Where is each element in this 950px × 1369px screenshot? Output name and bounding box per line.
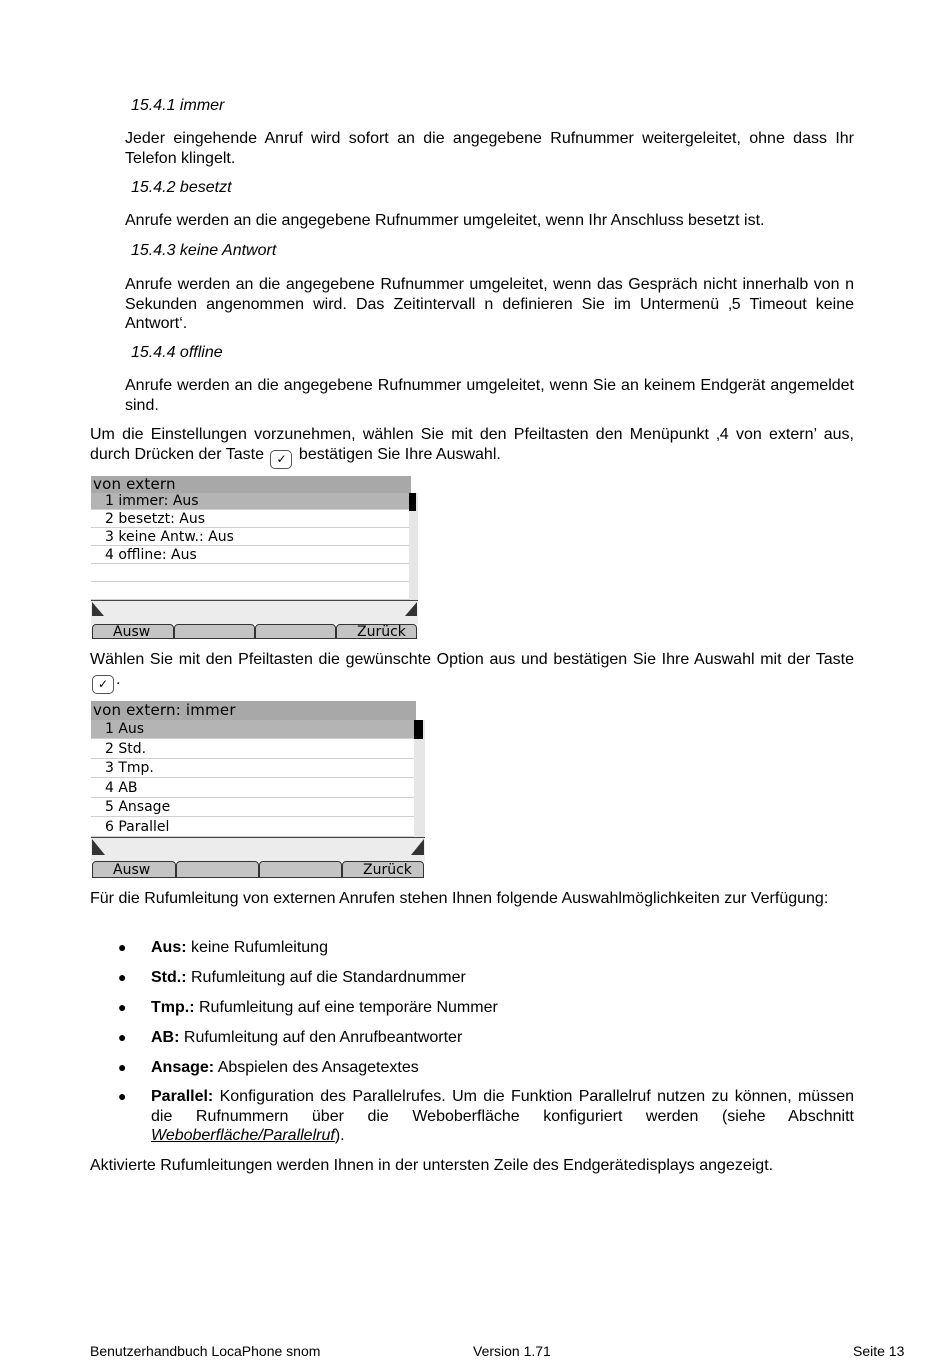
option-desc: keine Rufumleitung (186, 939, 328, 956)
option-term: Tmp.: (151, 999, 195, 1016)
section-text-keine-antwort: Anrufe werden an die angegebene Rufnummer umgeleitet, wenn das Gespräch nicht innerhalb von n Sekunden angenommen wird. Das Zeitintervall n definieren Sie im Untermenü ‚5 Timeout keine Antwort‘. (125, 276, 854, 332)
option-term: Ansage: (151, 1059, 215, 1076)
option-desc: Abspielen des Ansagetextes (214, 1059, 419, 1076)
softkey-blank[interactable] (176, 861, 259, 878)
softkey-ausw[interactable]: Ausw (92, 624, 174, 639)
bullet-icon: ● (118, 939, 127, 955)
list-item (118, 998, 854, 1018)
softkey-blank[interactable] (255, 624, 336, 639)
right-corner-arrow-icon (411, 839, 424, 855)
display-menu-item[interactable]: 1 Aus (91, 720, 414, 739)
option-desc: Rufumleitung auf die Standardnummer (186, 969, 466, 986)
section-heading-keine-antwort: 15.4.3 keine Antwort (131, 242, 277, 259)
options-intro: Für die Rufumleitung von externen Anrufen stehen Ihnen folgende Auswahlmöglichkeiten zur Verfügung: (90, 890, 829, 907)
display-empty-row (91, 583, 409, 600)
softkey-blank[interactable] (259, 861, 342, 878)
list-item (118, 968, 854, 988)
display-menu-item[interactable]: 3 keine Antw.: Aus (91, 529, 409, 546)
section-link[interactable]: Weboberfläche/Parallelruf (151, 1127, 335, 1144)
right-corner-arrow-icon (405, 602, 417, 616)
option-term: Parallel: (151, 1088, 214, 1105)
display-menu-item[interactable]: 3 Tmp. (91, 759, 414, 778)
scrollbar-thumb (409, 493, 416, 511)
section-text-offline: Anrufe werden an die angegebene Rufnummer umgeleitet, wenn Sie an keinem Endgerät angemeldet sind. (125, 377, 854, 414)
option-term: Std.: (151, 969, 187, 986)
display-menu-item[interactable]: 4 AB (91, 778, 414, 798)
instruction-text-end: . (116, 670, 121, 688)
display-status-line (91, 837, 425, 861)
footer-page-number: Seite 13 (853, 1343, 905, 1359)
phone-display-von-extern-immer (91, 701, 425, 878)
instruction-select-menu (90, 425, 854, 469)
instruction-select-option (90, 650, 854, 694)
phone-display-von-extern (91, 476, 418, 639)
section-heading-immer: 15.4.1 immer (131, 97, 225, 114)
instruction-text-end: bestätigen Sie Ihre Auswahl. (298, 445, 501, 463)
left-corner-arrow-icon (92, 602, 104, 616)
footer-title: Benutzerhandbuch LocaPhone snom (90, 1343, 321, 1359)
display-scrollbar (414, 720, 425, 837)
bullet-icon: ● (118, 969, 127, 985)
display-menu-item[interactable]: 2 Std. (91, 739, 414, 759)
bullet-icon: ● (118, 999, 127, 1015)
list-item (118, 1028, 854, 1048)
display-empty-row (91, 565, 409, 582)
display-menu-item[interactable]: 2 besetzt: Aus (91, 511, 409, 528)
bullet-icon: ● (118, 1029, 127, 1045)
scrollbar-thumb (414, 720, 423, 739)
softkey-ausw[interactable]: Ausw (92, 861, 176, 878)
softkey-zurueck[interactable]: Zurück (342, 861, 424, 878)
display-title: von extern: immer (91, 701, 416, 720)
option-desc-tail: ). (334, 1127, 345, 1144)
display-status-line (91, 600, 418, 624)
display-scrollbar (409, 493, 418, 600)
option-desc: Rufumleitung auf den Anrufbeantworter (179, 1029, 463, 1046)
section-text-besetzt: Anrufe werden an die angegebene Rufnummer umgeleitet, wenn Ihr Anschluss besetzt ist. (125, 212, 765, 229)
bullet-icon: ● (118, 1059, 127, 1075)
display-menu-item[interactable]: 1 immer: Aus (91, 493, 409, 510)
option-desc: Rufumleitung auf eine temporäre Nummer (194, 999, 498, 1016)
section-text-immer: Jeder eingehende Anruf wird sofort an die angegebene Rufnummer weitergeleitet, ohne dass Ihr Telefon klingelt. (125, 130, 854, 167)
bullet-icon: ● (118, 1088, 127, 1104)
option-term: Aus: (151, 939, 187, 956)
instruction-text: Wählen Sie mit den Pfeiltasten die gewünschte Option aus und bestätigen Sie Ihre Auswahl mit der Taste (90, 651, 854, 668)
softkey-zurueck[interactable]: Zurück (336, 624, 417, 639)
list-item (118, 1058, 854, 1078)
option-term: AB: (151, 1029, 180, 1046)
closing-text: Aktivierte Rufumleitungen werden Ihnen in der untersten Zeile des Endgerätedisplays angezeigt. (90, 1157, 774, 1174)
instruction-text: Um die Einstellungen vorzunehmen, wählen Sie mit den Pfeiltasten den Menüpunkt ‚4 von extern’ aus, durch Drücken der Taste (90, 426, 854, 463)
list-item (118, 938, 854, 958)
section-heading-besetzt: 15.4.2 besetzt (131, 179, 232, 196)
footer-version: Version 1.71 (473, 1343, 551, 1359)
confirm-key-icon: ✓ (92, 675, 114, 694)
display-menu-item[interactable]: 4 offline: Aus (91, 547, 409, 564)
option-desc: Konfiguration des Parallelrufes. Um die Funktion Parallelruf nutzen zu können, müssen die Rufnummern über die Weboberfläche konfiguriert werden (siehe Abschnitt (151, 1088, 854, 1125)
display-menu-item[interactable]: 5 Ansage (91, 798, 414, 817)
list-item (118, 1087, 854, 1147)
section-heading-offline: 15.4.4 offline (131, 344, 223, 361)
left-corner-arrow-icon (92, 839, 105, 855)
display-menu-item[interactable]: 6 Parallel (91, 817, 414, 837)
softkey-blank[interactable] (174, 624, 255, 639)
display-title: von extern (91, 476, 411, 493)
confirm-key-icon: ✓ (270, 450, 292, 469)
